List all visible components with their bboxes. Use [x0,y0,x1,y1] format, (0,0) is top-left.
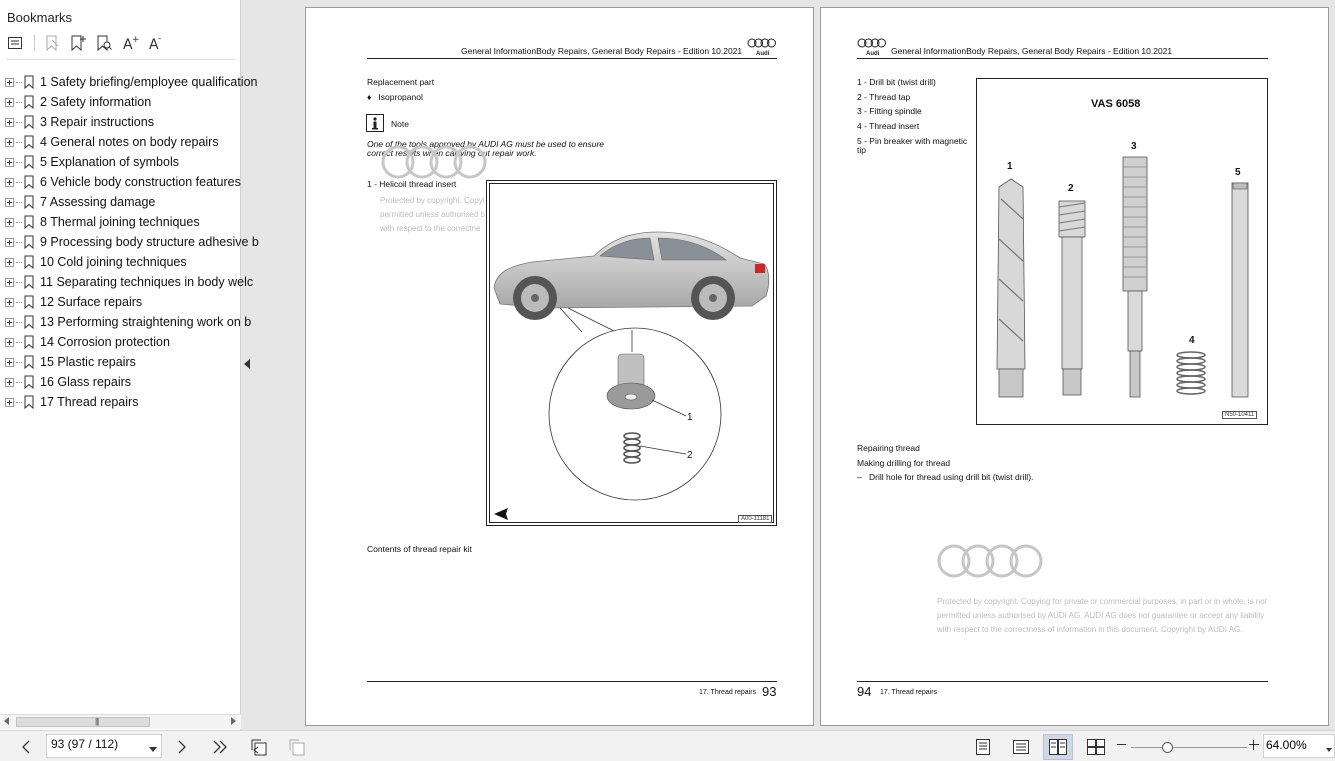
audi-brand-text: Audi [866,51,880,57]
expand-icon[interactable] [5,78,14,87]
car-illustration [490,184,775,524]
previous-view-icon[interactable] [247,736,271,758]
expand-icon[interactable] [5,278,14,287]
bookmark-item[interactable] [0,112,241,132]
expand-icon[interactable] [5,318,14,327]
figure-title: VAS 6058 [1091,98,1141,110]
legend-item-3: 3 - Fitting spindle [857,106,922,116]
note-text-line1: One of the tools approved by AUDI AG must be used to ensure [367,139,605,149]
zoom-slider-handle[interactable] [1162,742,1173,753]
bookmark-item[interactable] [0,152,241,172]
bookmark-item[interactable] [0,372,241,392]
expand-icon[interactable] [5,298,14,307]
repairing-thread-heading: Repairing thread [857,443,920,453]
helicoil-figure [486,180,777,526]
bookmarks-toolbar [4,32,171,54]
zoom-slider[interactable] [1131,747,1247,748]
copyright-watermark-line3: with respect to the correctne [380,224,481,233]
bookmark-icon [24,315,34,329]
bookmark-item[interactable] [0,132,241,152]
step-dash: – [857,472,862,482]
bookmark-icon [24,355,34,369]
scrollbar-thumb[interactable]: ||| [16,717,150,727]
footer-section: 17. Thread repairs [699,689,757,696]
footer-rule [367,681,777,682]
expand-icon[interactable] [5,398,14,407]
bookmark-icon [24,255,34,269]
bookmark-icon [24,95,34,109]
svg-text:A: A [123,37,133,53]
bookmark-item[interactable] [0,92,241,112]
last-page-icon[interactable] [208,736,232,758]
bookmark-icon [24,155,34,169]
item-1-label: 1 - Helicoil thread insert [367,179,457,189]
tree-connector [16,262,22,263]
expand-icon[interactable] [5,358,14,367]
tree-connector [16,382,22,383]
collapse-sidebar-icon[interactable] [244,359,250,369]
bookmark-item[interactable] [0,72,258,92]
tree-connector [16,122,22,123]
replacement-part-heading: Replacement part [367,77,435,87]
bookmark-icon [24,395,34,409]
copyright-watermark-line3: with respect to the correctness of information in this document. Copyright by AUDI AG. [937,625,1243,634]
bookmark-label: 16 Glass repairs [40,375,132,389]
expand-icon[interactable] [5,138,14,147]
bookmarks-title: Bookmarks [7,10,73,25]
tool-label-1: 1 [1007,161,1013,172]
expand-icon[interactable] [5,158,14,167]
svg-text:+: + [132,35,140,45]
bookmark-label: 17 Thread repairs [40,395,139,409]
note-text-line2: correct results when carrying out repair work. [367,148,537,158]
note-info-icon [366,114,384,132]
bookmark-item[interactable] [0,312,252,332]
bookmark-icon [24,75,34,89]
header-rule [857,58,1268,59]
thread-repair-tools-illustration [977,79,1267,424]
copyright-watermark-line1: Protected by copyright. Copying for private or commercial purposes, in part or in whole, is not [937,597,1267,606]
legend-item-5: 5 - Pin breaker with magnetic [857,136,968,146]
page-number-field[interactable] [46,734,162,758]
figure-code: A00-11181 [738,515,772,523]
bookmark-label: 7 Assessing damage [40,195,156,209]
bookmark-icon [24,175,34,189]
expand-icon[interactable] [5,178,14,187]
navigation-bar [0,730,1335,761]
bookmark-label: 2 Safety information [40,95,152,109]
bookmark-icon [24,275,34,289]
bookmark-icon [24,235,34,249]
bookmark-label: 14 Corrosion protection [40,335,170,349]
bookmark-list [0,72,259,412]
page-number-value: 93 (97 / 112) [51,737,119,751]
zoom-dropdown-icon[interactable] [1326,748,1332,752]
tree-connector [16,82,22,83]
expand-icon[interactable] [5,198,14,207]
bullet-text: Isopropanol [378,92,423,102]
bookmarks-divider [6,59,235,60]
legend-item-2: 2 - Thread tap [857,92,911,102]
tool-label-3: 3 [1131,141,1137,152]
tree-connector [16,142,22,143]
find-bookmark-icon[interactable] [93,32,115,54]
bookmark-label: 10 Cold joining techniques [40,255,187,269]
bookmark-label: 12 Surface repairs [40,295,143,309]
scroll-right-icon[interactable] [231,717,236,725]
bookmark-options-icon[interactable] [4,32,26,54]
tool-label-4: 4 [1189,335,1195,346]
scroll-left-icon[interactable] [4,717,9,725]
bookmark-item[interactable] [0,232,259,252]
bookmark-item[interactable] [0,272,254,292]
bookmark-item[interactable] [0,292,241,312]
bookmarks-horizontal-scrollbar[interactable] [0,714,241,729]
page-number: 94 [857,684,872,699]
bookmark-item[interactable] [0,352,241,372]
single-page-view-icon[interactable] [968,734,998,760]
tree-connector [16,162,22,163]
toolbar-separator [34,35,35,51]
previous-page-icon[interactable] [14,736,38,758]
next-page-icon[interactable] [170,736,194,758]
bookmark-label: 1 Safety briefing/employee qualification [40,75,258,89]
bookmark-item[interactable] [0,172,241,192]
footer-section: 17. Thread repairs [880,689,938,696]
copyright-watermark-line1: Protected by copyright. Copyi [380,196,485,205]
callout-1: 1 [687,412,693,423]
bookmark-item[interactable] [0,192,241,212]
bookmark-label: 9 Processing body structure adhesive b [40,235,259,249]
copyright-watermark-line2: permitted unless authorised b [380,210,485,219]
tool-label-2: 2 [1068,183,1074,194]
bookmark-item[interactable] [0,212,241,232]
tree-connector [16,282,22,283]
figure-code: N50-10411 [1222,411,1257,419]
callout-2: 2 [687,450,693,461]
tree-connector [16,362,22,363]
making-drilling-heading: Making drilling for thread [857,458,951,468]
page-dropdown-icon[interactable] [149,747,157,752]
tree-connector [16,342,22,343]
bookmark-label: 5 Explanation of symbols [40,155,179,169]
page-number: 93 [762,684,777,699]
expand-icon[interactable] [5,378,14,387]
footer-rule [857,681,1268,682]
note-label: Note [391,119,409,129]
page-header: General InformationBody Repairs, General Body Repairs - Edition 10.2021 [891,46,1173,56]
contents-heading: Contents of thread repair kit [367,544,472,554]
tree-connector [16,322,22,323]
bookmark-icon [24,215,34,229]
bookmarks-panel [0,0,259,730]
document-page-93 [305,7,814,726]
bookmark-icon [24,375,34,389]
expand-icon[interactable] [5,258,14,267]
bullet-item: ♦ Isopropanol [367,92,423,102]
bookmark-item[interactable] [0,252,241,272]
svg-text:A: A [149,37,159,53]
bookmark-item[interactable] [0,392,241,412]
audi-watermark-logo [936,543,1044,584]
two-page-view-icon[interactable] [1043,734,1073,760]
copyright-watermark-line2: permitted unless authorised by AUDI AG. AUDI AG does not guarantee or accept any liability [937,611,1265,620]
page-header: General InformationBody Repairs, General Body Repairs - Edition 10.2021 [461,46,743,56]
expand-icon[interactable] [5,218,14,227]
two-page-continuous-view-icon[interactable] [1081,734,1111,760]
bookmark-label: 8 Thermal joining techniques [40,215,200,229]
continuous-view-icon[interactable] [1006,734,1036,760]
add-bookmark-icon[interactable] [67,32,89,54]
bookmark-icon [24,195,34,209]
bookmark-icon [24,335,34,349]
bookmark-icon [24,135,34,149]
bookmark-label: 3 Repair instructions [40,115,154,129]
step-text: Drill hole for thread using drill bit (twist drill). [869,472,1034,482]
header-rule [367,58,777,59]
expand-icon[interactable] [5,238,14,247]
bookmark-label: 13 Performing straightening work on b [40,315,252,329]
zoom-level-field[interactable] [1263,734,1335,758]
expand-icon[interactable] [5,338,14,347]
bookmark-label: 11 Separating techniques in body welc [40,275,254,289]
svg-text:-: - [158,34,162,44]
legend-item-4: 4 - Thread insert [857,121,920,131]
delete-bookmark-icon[interactable] [41,32,63,54]
audi-brand-text: Audi [756,51,770,57]
increase-text-size-icon[interactable] [119,32,141,54]
tree-connector [16,302,22,303]
zoom-out-icon[interactable] [1117,744,1126,745]
tool-label-5: 5 [1235,167,1241,178]
tree-connector [16,202,22,203]
bookmark-label: 15 Plastic repairs [40,355,136,369]
expand-icon[interactable] [5,98,14,107]
next-view-icon[interactable] [285,736,309,758]
bookmark-label: 6 Vehicle body construction features [40,175,241,189]
figure-orientation-arrow-icon [494,508,508,520]
document-page-94 [820,7,1329,726]
zoom-value: 64.00% [1266,738,1307,752]
legend-item-1: 1 - Drill bit (twist drill) [857,77,936,87]
tree-connector [16,182,22,183]
tree-connector [16,102,22,103]
bookmark-item[interactable] [0,332,241,352]
expand-icon[interactable] [5,118,14,127]
bookmark-label: 4 General notes on body repairs [40,135,219,149]
tree-connector [16,242,22,243]
legend-item-5-cont: tip [857,145,866,155]
tree-connector [16,402,22,403]
bookmark-icon [24,295,34,309]
tree-connector [16,222,22,223]
zoom-in-icon[interactable] [1249,740,1259,750]
decrease-text-size-icon[interactable] [145,32,167,54]
vas-6058-figure [976,78,1268,425]
bookmark-icon [24,115,34,129]
